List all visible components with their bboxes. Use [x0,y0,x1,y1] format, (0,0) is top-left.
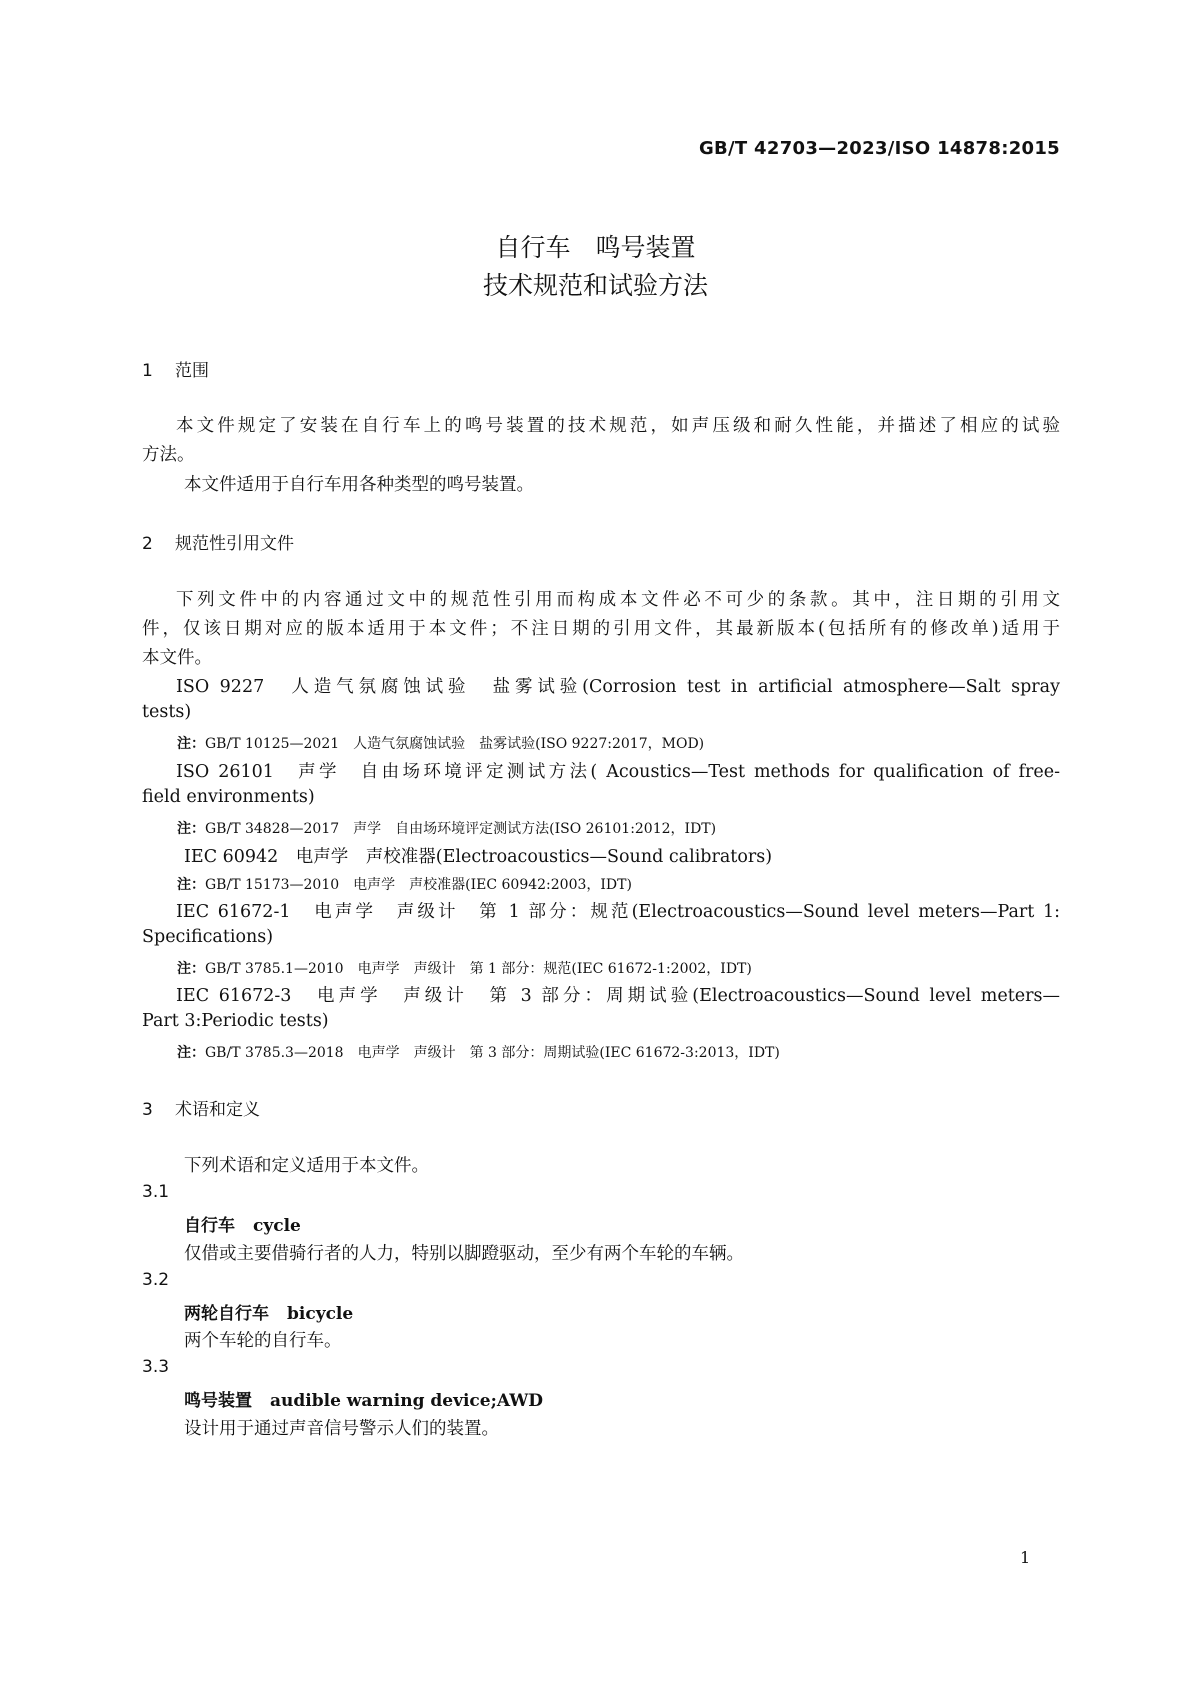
reference-item: ISO 26101 声学 自由场环境评定测试方法( Acoustics—Test methods for qualification of free- [176,762,1060,782]
term-zh: 两轮自行车 [184,1304,269,1324]
term-en: bicycle [287,1304,354,1324]
term-zh: 自行车 [184,1216,235,1236]
section-title: 范围 [175,361,209,381]
reference-item: ISO 9227 人造气氛腐蚀试验 盐雾试验(Corrosion test in artificial atmosphere—Salt spray [176,677,1060,697]
document-title-line-1: 自行车 鸣号装置 [495,233,696,262]
reference-item: tests) [142,702,192,722]
section-title: 术语和定义 [175,1100,260,1120]
section-3-heading [142,1095,260,1120]
section-number: 1 [142,361,153,381]
term-heading [184,1386,543,1411]
note [177,874,632,894]
note-label: 注： [177,736,205,752]
note-text: GB/T 34828—2017 声学 自由场环境评定测试方法(ISO 26101:2012，IDT) [205,821,717,837]
reference-item: IEC 60942 电声学 声校准器(Electroacoustics—Sound calibrators) [184,847,773,867]
term-definition: 仅借或主要借骑行者的人力，特别以脚蹬驱动，至少有两个车轮的车辆。 [184,1244,744,1264]
note-label: 注： [177,877,205,893]
section-2-heading [142,529,294,554]
note [177,818,716,838]
note-text: GB/T 10125—2021 人造气氛腐蚀试验 盐雾试验(ISO 9227:2017，MOD) [205,736,705,752]
paragraph: 下列文件中的内容通过文中的规范性引用而构成本文件必不可少的条款。其中，注日期的引用文 [176,590,1060,610]
term-number: 3.3 [142,1357,170,1377]
document-title-line-2: 技术规范和试验方法 [482,271,708,300]
paragraph: 本文件规定了安装在自行车上的鸣号装置的技术规范，如声压级和耐久性能，并描述了相应的试验 [176,416,1060,436]
paragraph: 方法。 [142,445,195,465]
reference-item: Part 3:Periodic tests) [142,1011,329,1031]
reference-item: IEC 61672-1 电声学 声级计 第 1 部分：规范(Electroacoustics—Sound level meters—Part 1: [176,902,1060,922]
note-label: 注： [177,1045,205,1061]
note-text: GB/T 15173—2010 电声学 声校准器(IEC 60942:2003，IDT) [205,877,632,893]
reference-item: Specifications) [142,927,274,947]
note-text: GB/T 3785.1—2010 电声学 声级计 第 1 部分：规范(IEC 61672-1:2002，IDT) [205,961,752,977]
term-zh: 鸣号装置 [184,1391,252,1411]
paragraph: 件，仅该日期对应的版本适用于本文件；不注日期的引用文件，其最新版本(包括所有的修改单)适用于 [142,619,1060,639]
section-number: 2 [142,534,153,554]
reference-item: IEC 61672-3 电声学 声级计 第 3 部分：周期试验(Electroacoustics—Sound level meters— [176,986,1060,1006]
paragraph: 本文件适用于自行车用各种类型的鸣号装置。 [184,475,534,495]
section-1-heading [142,356,209,381]
section-title: 规范性引用文件 [175,534,294,554]
page-number: 1 [1020,1548,1031,1567]
paragraph: 下列术语和定义适用于本文件。 [184,1156,429,1176]
note-label: 注： [177,821,205,837]
term-number: 3.1 [142,1182,170,1202]
term-heading [184,1299,353,1324]
term-en: cycle [253,1216,301,1236]
term-en: audible warning device;AWD [270,1391,544,1411]
term-heading [184,1211,301,1236]
reference-item: field environments) [142,787,315,807]
section-number: 3 [142,1100,153,1120]
paragraph: 本文件。 [142,648,212,668]
note [177,958,752,978]
note-label: 注： [177,961,205,977]
term-definition: 设计用于通过声音信号警示人们的装置。 [184,1419,499,1439]
term-definition: 两个车轮的自行车。 [184,1331,342,1351]
note [177,1042,780,1062]
note [177,733,704,753]
document-header: GB/T 42703—2023/ISO 14878:2015 [698,138,1060,159]
note-text: GB/T 3785.3—2018 电声学 声级计 第 3 部分：周期试验(IEC 61672-3:2013，IDT) [205,1045,780,1061]
term-number: 3.2 [142,1270,170,1290]
